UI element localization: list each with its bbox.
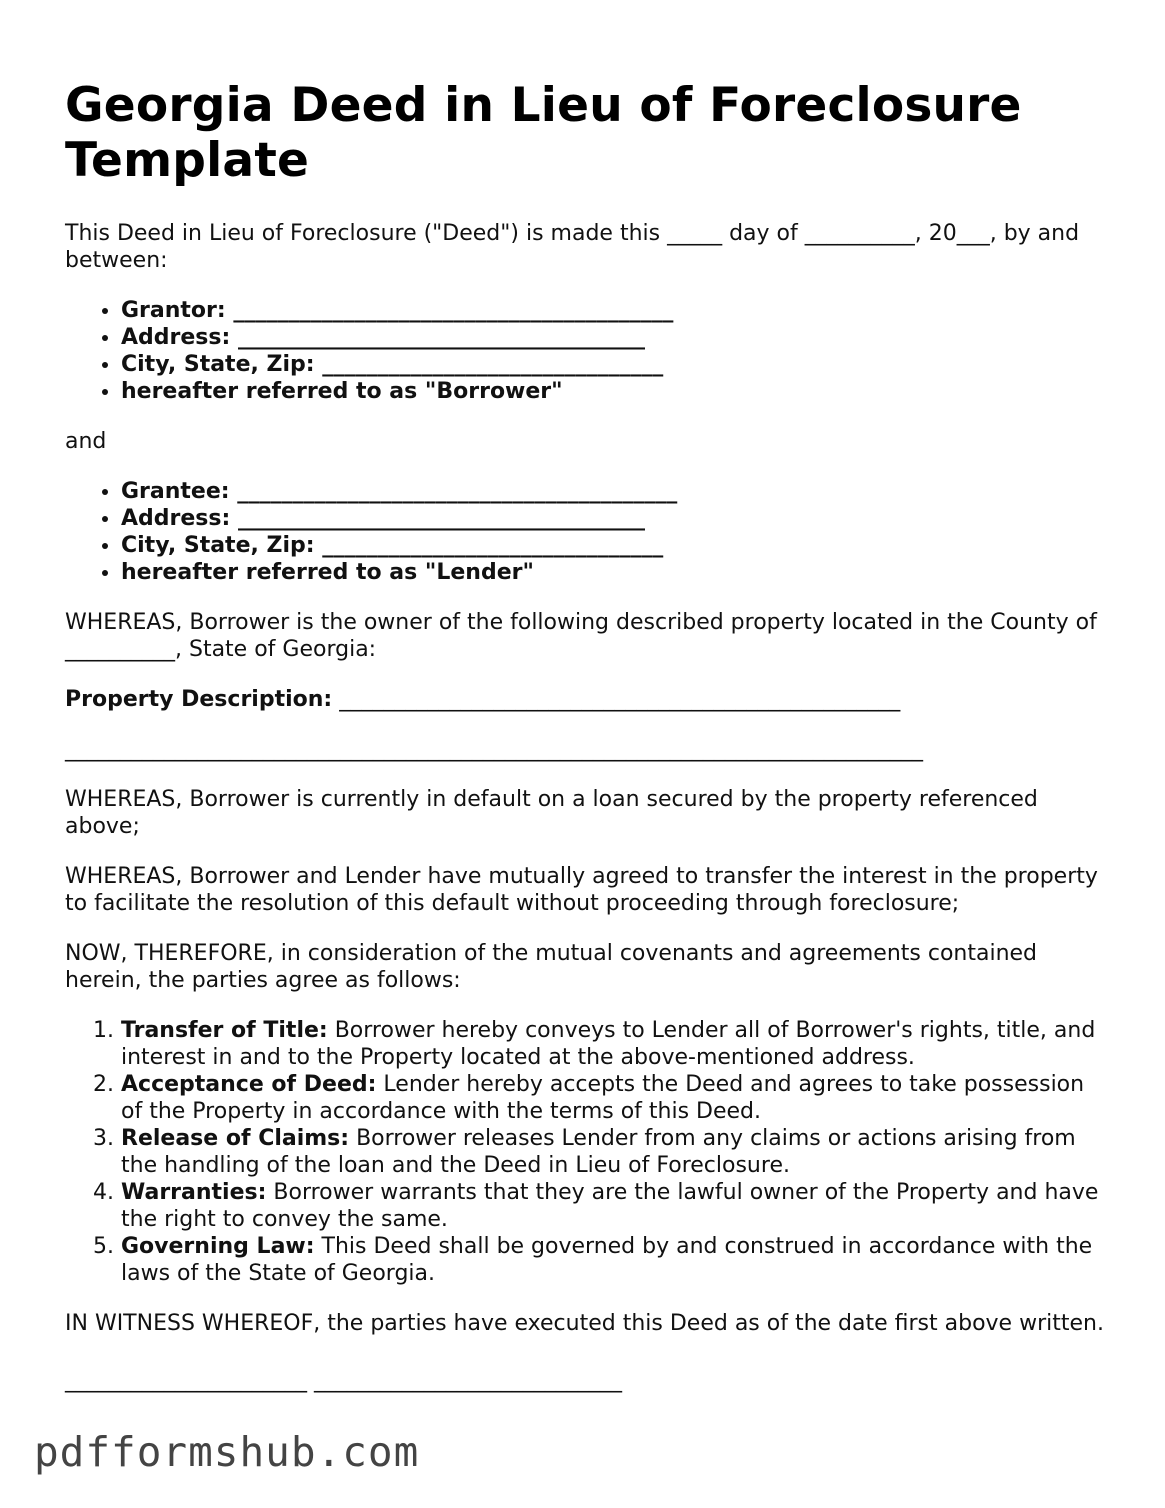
grantor-address-field: • Address: _____________________________________ <box>121 324 1105 351</box>
document-page <box>65 78 1105 1394</box>
term-text: This Deed shall be governed by and construed in accordance with the laws of the State of Georgia. <box>121 1234 1093 1286</box>
whereas-default-paragraph: WHEREAS, Borrower is currently in default on a loan secured by the property referenced above; <box>65 787 1038 839</box>
property-description-blank: ___________________________________________________ <box>332 687 901 712</box>
term-text: Borrower releases Lender from any claims or actions arising from the handling of the loan and the Deed in Lieu of Foreclosure. <box>121 1126 1076 1178</box>
watermark: pdfformshub.com <box>34 1428 420 1476</box>
grantee-city-state-zip-field: • City, State, Zip: _______________________________ <box>121 532 1105 559</box>
now-therefore-paragraph: NOW, THEREFORE, in consideration of the mutual covenants and agreements contained herein, the parties agree as follows: <box>65 941 1038 993</box>
term-title: Acceptance of Deed: <box>121 1072 377 1097</box>
witness-paragraph: IN WITNESS WHEREOF, the parties have executed this Deed as of the date first above written. <box>65 1311 1104 1336</box>
grantee-lender-note: • hereafter referred to as "Lender" <box>121 559 1105 586</box>
term-title: Transfer of Title: <box>121 1018 328 1043</box>
document-title: Georgia Deed in Lieu of Foreclosure Template <box>65 78 1022 188</box>
property-description-line <box>65 686 1105 713</box>
term-item <box>121 1017 1105 1071</box>
grantee-name-field: • Grantee: ________________________________________ <box>121 478 1105 505</box>
grantor-city-state-zip-field: • City, State, Zip: _______________________________ <box>121 351 1105 378</box>
intro-paragraph: This Deed in Lieu of Foreclosure ("Deed") is made this _____ day of __________, 20___, by and between: <box>65 221 1080 273</box>
term-text: Borrower hereby conveys to Lender all of Borrower's rights, title, and interest in and to the Property located at the above-mentioned address. <box>121 1018 1096 1070</box>
grantor-list <box>65 297 1105 405</box>
property-description-label: Property Description: <box>65 687 333 712</box>
term-title: Release of Claims: <box>121 1126 350 1151</box>
property-description-blank-line: ______________________________________________________________________________ <box>65 737 923 762</box>
term-item <box>121 1233 1105 1287</box>
whereas-owner-paragraph: WHEREAS, Borrower is the owner of the following described property located in the County of __________, State of Georgia: <box>65 610 1097 662</box>
term-title: Governing Law: <box>121 1234 315 1259</box>
terms-list <box>65 1017 1105 1287</box>
term-title: Warranties: <box>121 1180 267 1205</box>
signature-lines: ______________________ ____________________________ <box>65 1368 622 1393</box>
term-text: Borrower warrants that they are the lawful owner of the Property and have the right to convey the same. <box>121 1180 1099 1232</box>
grantee-list <box>65 478 1105 586</box>
term-item <box>121 1125 1105 1179</box>
whereas-agreed-paragraph: WHEREAS, Borrower and Lender have mutually agreed to transfer the interest in the property to facilitate the resolution of this default without proceeding through foreclosure; <box>65 864 1098 916</box>
term-item <box>121 1179 1105 1233</box>
grantor-name-field: • Grantor: ________________________________________ <box>121 297 1105 324</box>
grantor-borrower-note: • hereafter referred to as "Borrower" <box>121 378 1105 405</box>
and-text: and <box>65 429 107 454</box>
term-text: Lender hereby accepts the Deed and agrees to take possession of the Property in accordance with the terms of this Deed. <box>121 1072 1085 1124</box>
grantee-address-field: • Address: _____________________________________ <box>121 505 1105 532</box>
term-item <box>121 1071 1105 1125</box>
